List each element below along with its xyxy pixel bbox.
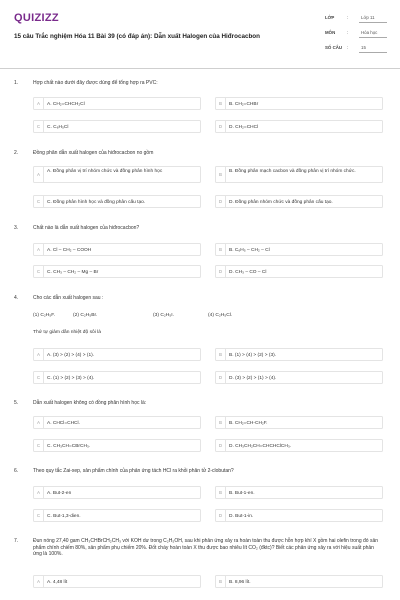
option-a[interactable] (33, 243, 201, 256)
question-number: 2. (14, 150, 19, 156)
option-b[interactable] (215, 97, 383, 110)
option-d[interactable] (215, 439, 383, 452)
meta-value: Hóa học (361, 30, 378, 35)
meta-label: SỐ CÂU (325, 45, 343, 50)
option-a[interactable] (33, 416, 201, 429)
meta-value: 15 (361, 45, 366, 50)
header-divider (0, 68, 400, 69)
option-letter: D (216, 266, 226, 277)
question-number: 6. (14, 468, 19, 474)
option-text: B. 8,96 lít. (229, 579, 251, 585)
option-c[interactable] (33, 120, 201, 133)
worksheet-meta (325, 14, 387, 59)
meta-colon: : (347, 45, 349, 50)
compound-item: (1) C₂H₅F. (33, 313, 56, 318)
option-b[interactable] (215, 348, 383, 361)
option-b[interactable] (215, 416, 383, 429)
compound-item: (3) C₂H₅I. (153, 313, 174, 318)
option-letter: B (216, 576, 226, 587)
option-text: A. Cl – CH₂ – COOH (47, 247, 92, 253)
option-text: C. CH₃ – CH₂ – Mg – Br (47, 269, 99, 275)
option-d[interactable] (215, 120, 383, 133)
option-a[interactable] (33, 97, 201, 110)
option-letter: B (216, 417, 226, 428)
option-text: D. (3) > (2) > (1) > (4). (229, 375, 277, 381)
option-text: B. CH₂=CH-CH₂F. (229, 420, 268, 426)
meta-value: Lớp 11 (361, 15, 375, 20)
meta-colon: : (347, 15, 349, 20)
option-text: B. But-1-en. (229, 490, 255, 496)
question-text: Chất nào là dẫn xuất halogen của hiđrocacbon? (33, 225, 140, 231)
option-a[interactable] (33, 575, 201, 588)
option-letter: D (216, 196, 226, 207)
option-letter: D (216, 440, 226, 451)
question-number: 5. (14, 400, 19, 406)
option-d[interactable] (215, 265, 383, 278)
option-letter: C (34, 266, 44, 277)
worksheet-title: 15 câu Trắc nghiệm Hóa 11 Bài 39 (có đáp án): Dẫn xuất Halogen của Hiđrocacbon (14, 33, 260, 40)
option-d[interactable] (215, 371, 383, 384)
option-text: D. CH₃ – CO – Cl (229, 269, 267, 275)
question-text: Đồng phân dẫn xuất halogen của hiđrocacbon no gồm (33, 150, 154, 156)
option-text: A. But-2-en (47, 490, 72, 496)
option-letter: A (34, 167, 44, 182)
option-c[interactable] (33, 439, 201, 452)
meta-label: LỚP (325, 15, 335, 20)
option-letter: A (34, 576, 44, 587)
meta-underline (359, 52, 387, 53)
meta-row-grade (325, 14, 387, 29)
option-letter: D (216, 121, 226, 132)
quizizz-logo[interactable]: QUIZIZZ (14, 12, 59, 24)
option-text: A. CHCl=CHCl. (47, 420, 80, 426)
option-text: B. (1) > (4) > (2) > (3). (229, 352, 277, 358)
option-a[interactable] (33, 486, 201, 499)
worksheet-header (0, 0, 400, 68)
option-text: A. Đồng phân vị trí nhóm chức và đồng phân hình học (47, 168, 163, 174)
question-subtext-label: Thứ tự giảm dần nhiệt độ sôi là (33, 330, 101, 335)
question-text: Đun nóng 27,40 gam CH₃CHBrCH₂CH₃ với KOH dư trong C₂H₅OH, sau khi phản ứng xảy ra hoàn toàn thu được hỗn hợp khí X gồm hai olefin trong đó sản phẩm chính chiếm 80%, sản phẩm phụ chiếm 20%. Đốt cháy hoàn toàn X thu được bao nhiêu lít CO₂ (đktc)? Biết các phản ứng xảy ra với hiệu suất phản ứng là 100%. (33, 538, 379, 557)
option-c[interactable] (33, 509, 201, 522)
question-text: Hợp chất nào dưới đây được dùng để tổng hợp ra PVC: (33, 80, 158, 86)
compound-item: (4) C₂H₅Cl. (208, 313, 233, 318)
question-text: Dẫn xuất halogen không có đồng phân hình học là: (33, 400, 147, 406)
compound-item: (2) C₂H₅Br. (73, 313, 98, 318)
option-letter: C (34, 372, 44, 383)
option-c[interactable] (33, 371, 201, 384)
meta-row-count (325, 44, 387, 59)
option-text: D. CH₃CH₂CH=CHCHClCH₃. (229, 443, 292, 449)
option-text: C. CH₃CH=CBrCH₃. (47, 443, 91, 449)
option-letter: D (216, 372, 226, 383)
option-d[interactable] (215, 509, 383, 522)
option-text: B. CH₂=CHBr (229, 101, 259, 107)
option-letter: B (216, 98, 226, 109)
question-text: Cho các dẫn xuất halogen sau : (33, 295, 104, 301)
option-letter: A (34, 349, 44, 360)
option-b[interactable] (215, 243, 383, 256)
option-text: C. Đồng phân hình học và đồng phân cấu tạo. (47, 199, 146, 205)
option-letter: C (34, 510, 44, 521)
meta-underline (359, 22, 387, 23)
option-a[interactable] (33, 166, 201, 183)
option-letter: C (34, 196, 44, 207)
question-number: 1. (14, 80, 19, 86)
option-b[interactable] (215, 486, 383, 499)
question-number: 4. (14, 295, 19, 301)
option-text: B. Đồng phân mạch cacbon và đồng phân vị trí nhóm chức. (229, 168, 356, 174)
question-number: 7. (14, 538, 19, 544)
option-letter: C (34, 121, 44, 132)
option-text: C. C₆H₅Cl (47, 124, 69, 130)
option-text: A. CH₂=CHCH₂Cl (47, 101, 85, 107)
meta-row-subject (325, 29, 387, 44)
meta-label: MÔN (325, 30, 336, 35)
option-text: B. C₆H₅ – CH₂ – Cl (229, 247, 270, 253)
option-letter: B (216, 349, 226, 360)
option-text: D. CH₂=CHCl (229, 124, 259, 130)
option-c[interactable] (33, 265, 201, 278)
question-text: Theo quy tắc Zai-xep, sản phẩm chính của phản ứng tách HCl ra khỏi phân tử 2-clobutan? (33, 468, 234, 474)
meta-colon: : (347, 30, 349, 35)
option-text: A. 4,48 lít (47, 579, 68, 585)
option-text: A. (3) > (2) > (4) > (1). (47, 352, 95, 358)
option-b[interactable] (215, 575, 383, 588)
option-letter: A (34, 417, 44, 428)
option-text: C. But-1,3-dien. (47, 513, 81, 519)
option-c[interactable] (33, 195, 201, 208)
option-text: D. But-1-in. (229, 513, 254, 519)
question-number: 3. (14, 225, 19, 231)
option-d[interactable] (215, 195, 383, 208)
option-letter: B (216, 487, 226, 498)
option-letter: C (34, 440, 44, 451)
option-letter: A (34, 244, 44, 255)
option-text: C. (1) > (2) > (3) > (4). (47, 375, 95, 381)
option-b[interactable] (215, 166, 383, 183)
option-text: D. Đồng phân nhóm chức và đồng phân cấu tạo. (229, 199, 333, 205)
option-letter: B (216, 167, 226, 182)
option-a[interactable] (33, 348, 201, 361)
option-letter: A (34, 487, 44, 498)
option-letter: B (216, 244, 226, 255)
meta-underline (359, 37, 387, 38)
option-letter: D (216, 510, 226, 521)
option-letter: A (34, 98, 44, 109)
